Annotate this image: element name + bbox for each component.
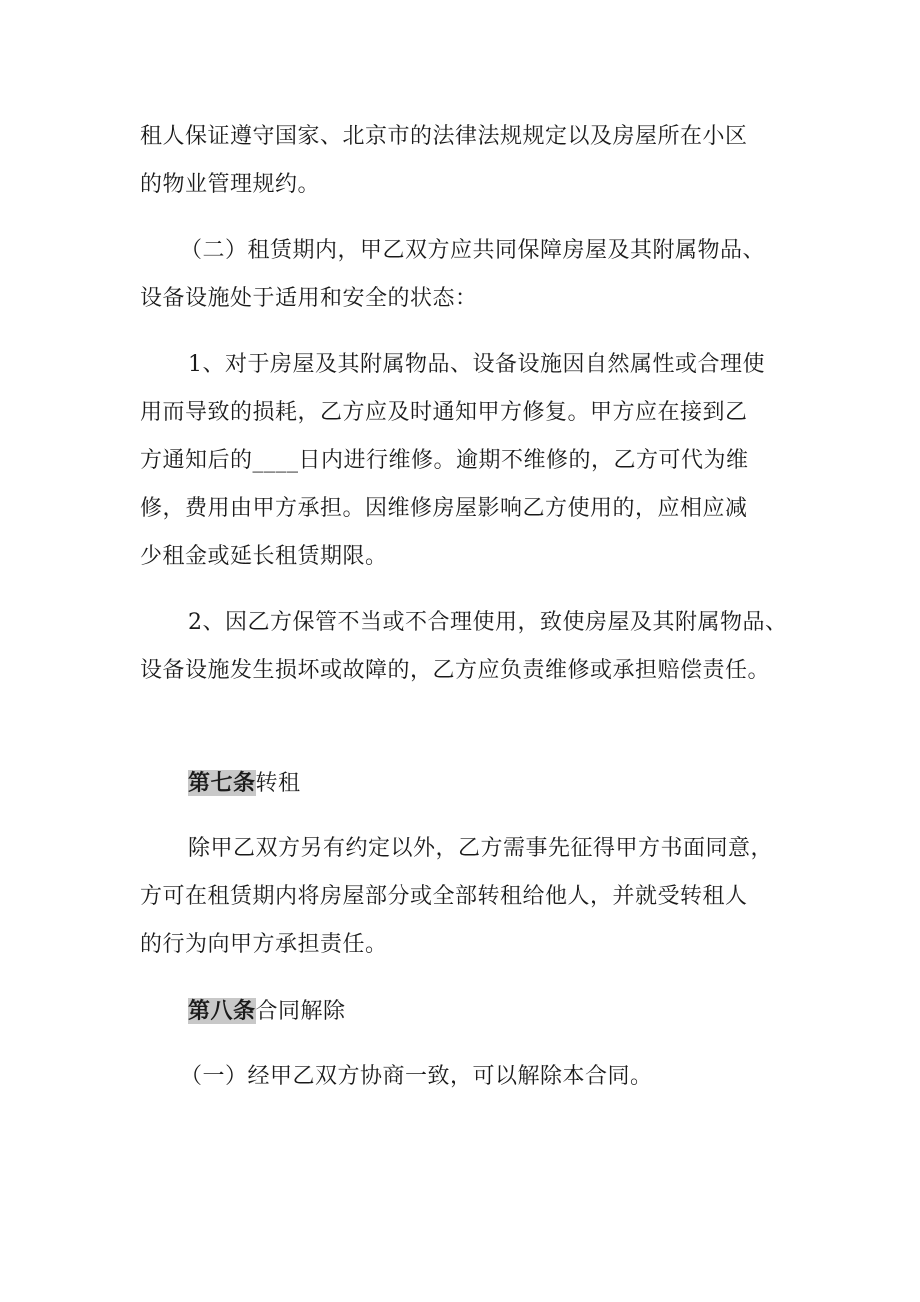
article-number: 第七条 [188, 770, 256, 796]
article-title: 合同解除 [255, 999, 346, 1024]
paragraph-line: 设备设施发生损坏或故障的，乙方应负责维修或承担赔偿责任。 [140, 658, 771, 683]
paragraph-line: （二）租赁期内，甲乙双方应共同保障房屋及其附属物品、 [180, 238, 766, 263]
paragraph-line: 租人保证遵守国家、北京市的法律法规规定以及房屋所在小区 [140, 124, 748, 149]
paragraph-line: 用而导致的损耗，乙方应及时通知甲方修复。甲方应在接到乙 [140, 400, 748, 425]
paragraph-line: 的物业管理规约。 [140, 172, 321, 197]
article-heading [188, 996, 346, 1027]
paragraph-line: （一）经甲乙双方协商一致，可以解除本合同。 [180, 1064, 653, 1089]
paragraph-line: 修，费用由甲方承担。因维修房屋影响乙方使用的，应相应减 [140, 496, 748, 521]
paragraph-line: 1、对于房屋及其附属物品、设备设施因自然属性或合理使 [188, 352, 765, 377]
paragraph-line: 方通知后的____日内进行维修。逾期不维修的，乙方可代为维 [140, 448, 749, 473]
article-title: 转租 [255, 771, 301, 796]
article-heading [188, 768, 301, 799]
paragraph-line: 少租金或延长租赁期限。 [140, 544, 388, 569]
paragraph-line: 设备设施处于适用和安全的状态： [140, 286, 478, 311]
paragraph-line: 的行为向甲方承担责任。 [140, 932, 388, 957]
paragraph-line: 除甲乙双方另有约定以外，乙方需事先征得甲方书面同意， [188, 836, 774, 861]
paragraph-line: 2、因乙方保管不当或不合理使用，致使房屋及其附属物品、 [188, 610, 788, 635]
article-number: 第八条 [188, 998, 256, 1024]
paragraph-line: 方可在租赁期内将房屋部分或全部转租给他人，并就受转租人 [140, 884, 748, 909]
